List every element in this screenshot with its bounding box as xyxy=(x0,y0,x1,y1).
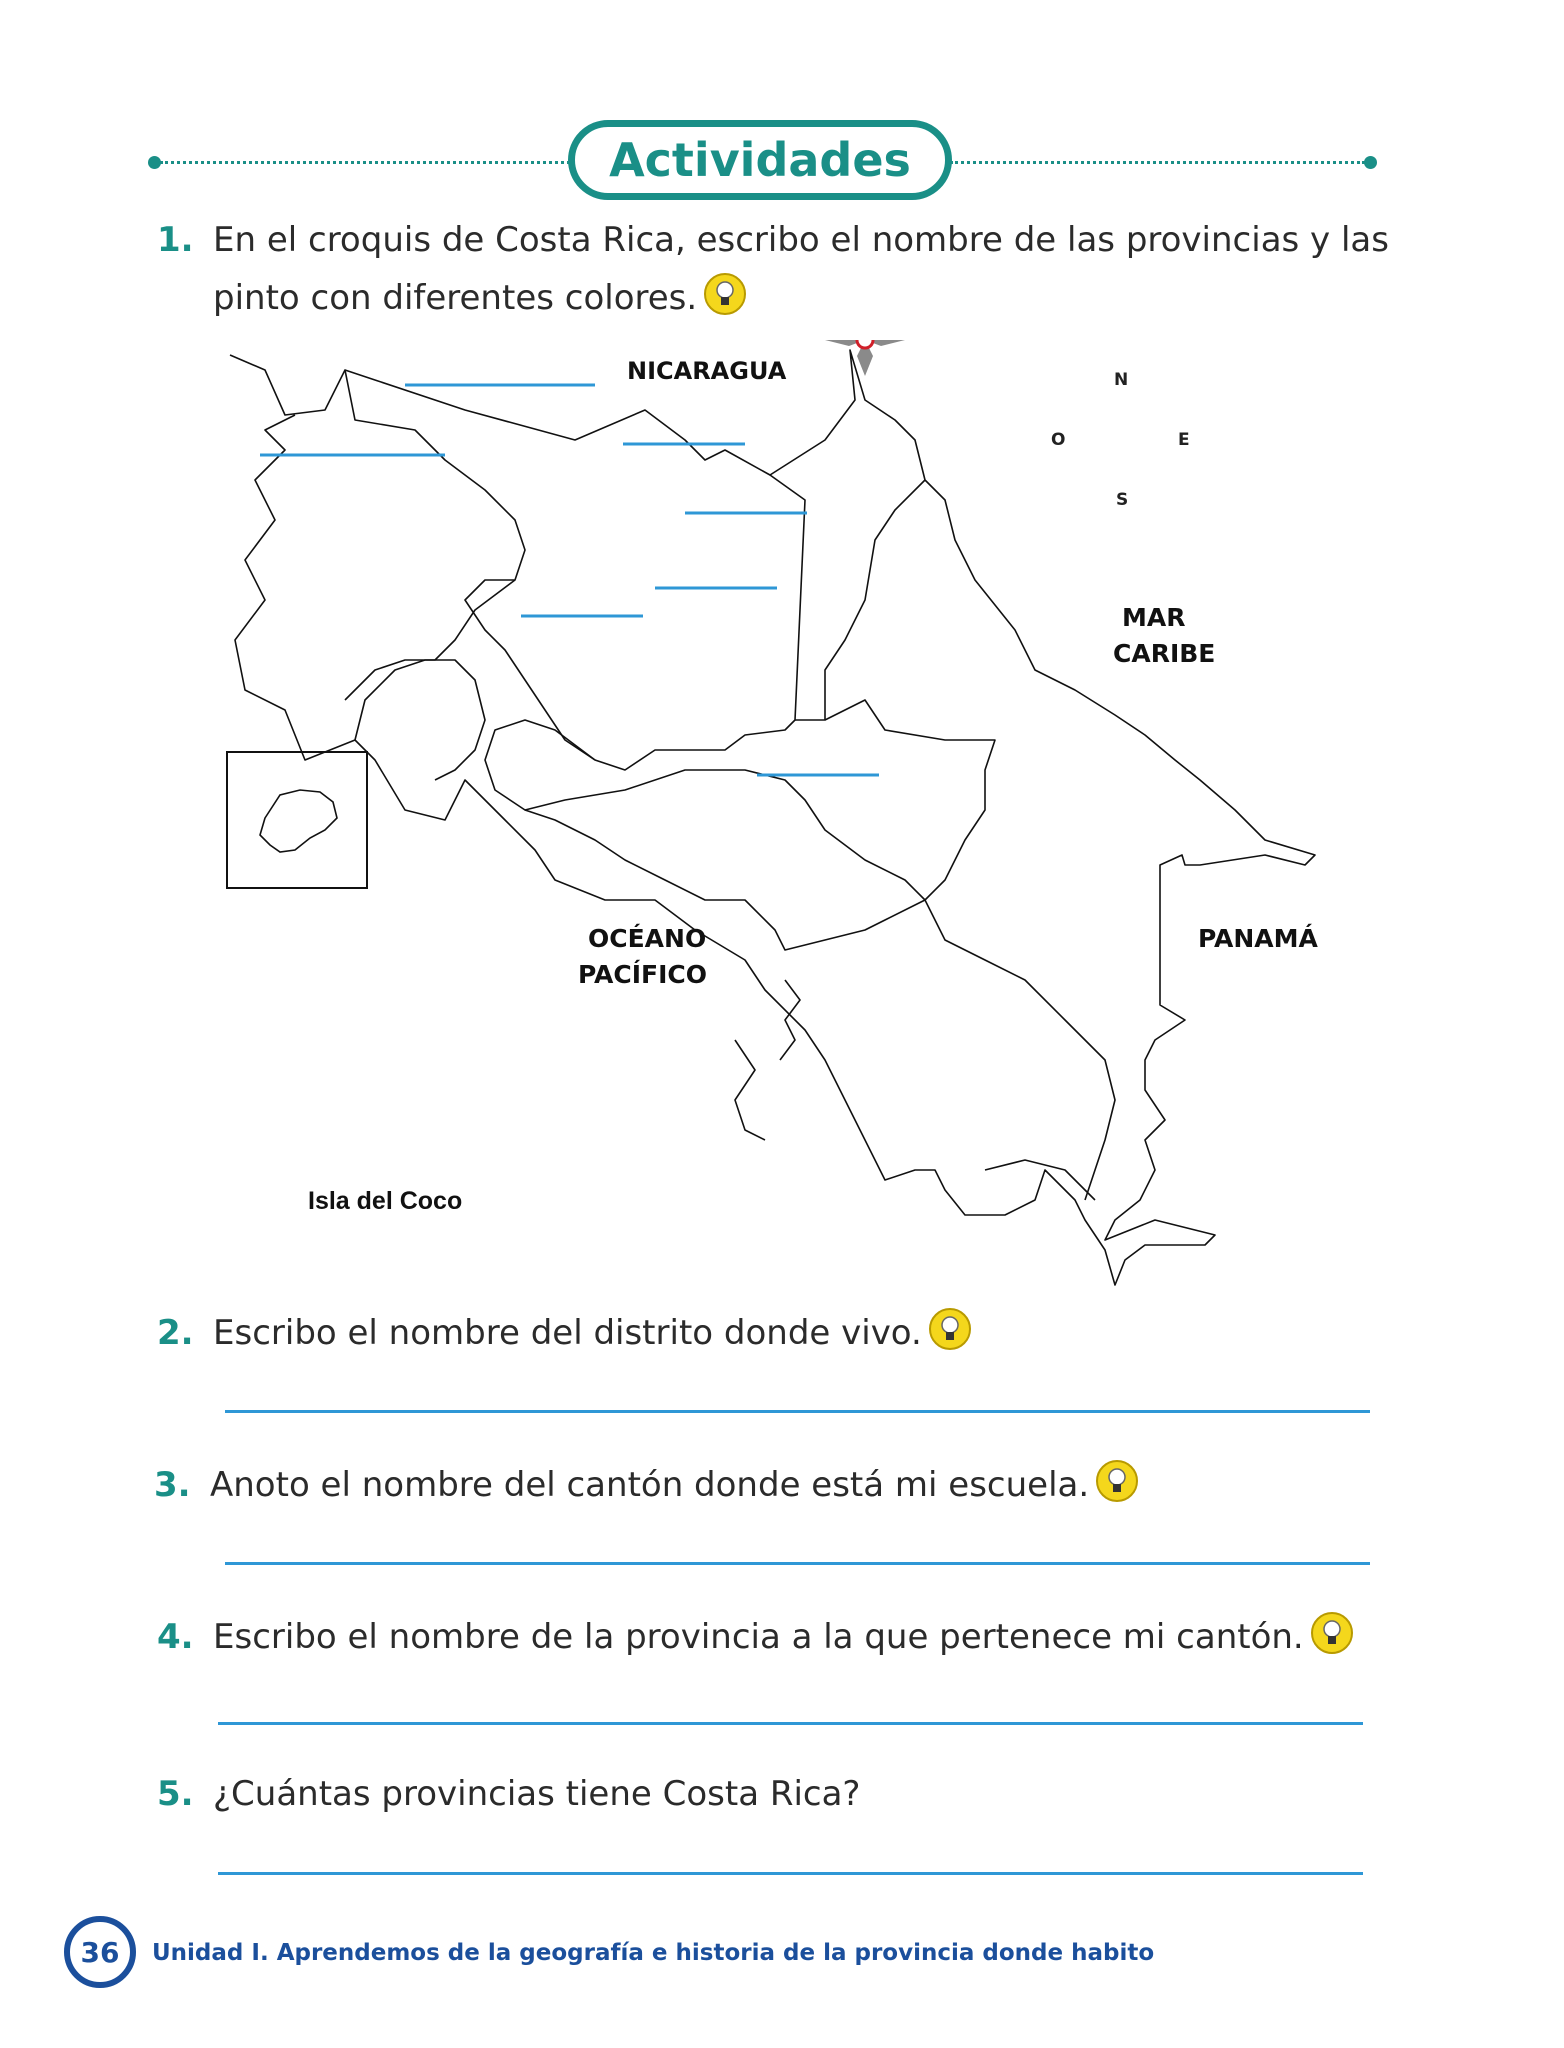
header-divider-right xyxy=(950,161,1365,164)
activities-title xyxy=(568,120,952,200)
lightbulb-icon xyxy=(1310,1611,1354,1655)
question-number: 5. xyxy=(157,1774,194,1814)
isla-del-coco-outline xyxy=(260,790,337,852)
label-pacifico-1: OCÉANO xyxy=(588,924,707,953)
question-4 xyxy=(157,1608,1407,1668)
page-number-badge xyxy=(64,1916,136,1988)
compass-s: S xyxy=(1116,490,1129,510)
label-panama: PANAMÁ xyxy=(1198,924,1318,953)
costa-rica-map xyxy=(225,340,1340,1290)
question-number: 4. xyxy=(157,1617,194,1657)
question-number: 2. xyxy=(157,1313,194,1353)
question-text-row xyxy=(213,1608,1354,1666)
question-text-row xyxy=(213,1304,972,1362)
province-border xyxy=(525,810,925,950)
header-divider-left xyxy=(160,161,570,164)
question-text: ¿Cuántas provincias tiene Costa Rica? xyxy=(213,1774,861,1814)
isla-del-coco-inset xyxy=(227,752,367,888)
label-pacifico-2: PACÍFICO xyxy=(578,960,708,989)
lightbulb-icon xyxy=(928,1307,972,1351)
compass-e: E xyxy=(1178,430,1190,450)
question-number: 3. xyxy=(154,1465,191,1505)
label-caribe-1: MAR xyxy=(1122,603,1186,632)
province-border xyxy=(795,480,925,720)
header-dot-right xyxy=(1364,156,1377,169)
coast xyxy=(985,1160,1095,1200)
compass-center xyxy=(857,340,873,348)
question-1 xyxy=(157,211,1407,331)
province-border xyxy=(355,660,485,780)
unit-title: Unidad I. Aprendemos de la geografía e historia de la provincia donde habito xyxy=(152,1940,1155,1966)
page-number: 36 xyxy=(80,1935,120,1969)
country-outline xyxy=(230,350,1315,1285)
question-text: En el croquis de Costa Rica, escribo el nombre de las provincias y las xyxy=(213,220,1389,260)
question-5 xyxy=(157,1765,1407,1825)
province-border xyxy=(925,900,1115,1200)
answer-line-3[interactable] xyxy=(225,1562,1370,1565)
coast xyxy=(735,1040,765,1140)
lightbulb-icon xyxy=(1095,1459,1139,1503)
answer-line-5[interactable] xyxy=(218,1872,1363,1875)
question-text-row xyxy=(210,1456,1139,1514)
label-isla-del-coco: Isla del Coco xyxy=(308,1187,463,1215)
coast xyxy=(780,980,800,1060)
compass-n: N xyxy=(1114,370,1129,390)
province-border xyxy=(485,700,995,900)
compass-o: O xyxy=(1051,430,1066,450)
activities-title-text: Actividades xyxy=(609,133,911,187)
answer-line-2[interactable] xyxy=(225,1410,1370,1413)
question-text-line2-value: pinto con diferentes colores. xyxy=(213,278,698,318)
lightbulb-icon xyxy=(703,272,747,316)
label-nicaragua: NICARAGUA xyxy=(627,357,787,385)
question-2 xyxy=(157,1304,1407,1364)
label-caribe-2: CARIBE xyxy=(1113,639,1216,668)
question-text: Escribo el nombre del distrito donde vivo. xyxy=(213,1313,922,1353)
province-border xyxy=(465,475,805,770)
compass-rose xyxy=(825,340,905,376)
question-text: Anoto el nombre del cantón donde está mi escuela. xyxy=(210,1465,1090,1505)
question-text: Escribo el nombre de la provincia a la que pertenece mi cantón. xyxy=(213,1617,1304,1657)
question-3 xyxy=(154,1456,1404,1516)
question-number: 1. xyxy=(157,220,194,260)
answer-line-4[interactable] xyxy=(218,1722,1363,1725)
question-text-line2 xyxy=(213,269,747,327)
